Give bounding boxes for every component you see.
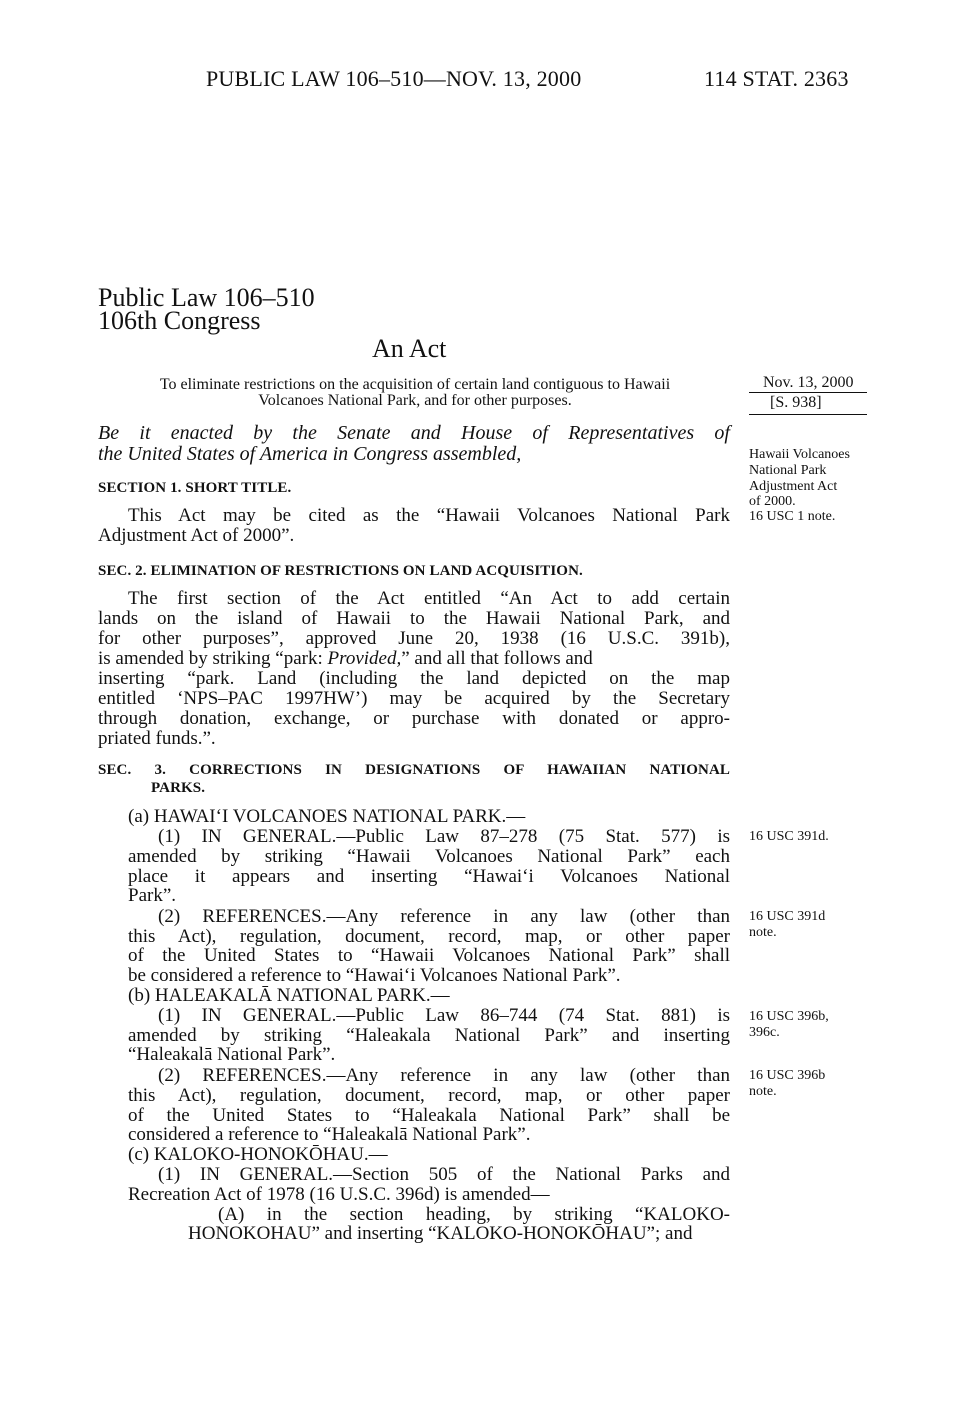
- public-law-number: Public Law 106–510: [98, 283, 315, 312]
- margin-note-short-title-5: 16 USC 1 note.: [749, 509, 836, 524]
- subsection-a2-line-4: be considered a reference to “Hawai‘i Volcanoes National Park”.: [128, 965, 621, 986]
- section-2-line-7: through donation, exchange, or purchase with donated or appro-: [98, 708, 730, 729]
- subsection-b2-line-2: this Act), regulation, document, record, map, or other paper: [128, 1085, 730, 1106]
- subsection-b1-line-1: (1) IN GENERAL.—Public Law 86–744 (74 Stat. 881) is: [158, 1005, 730, 1026]
- margin-note-short-title-1: Hawaii Volcanoes: [749, 447, 850, 462]
- subsection-cA-line-2: HONOKOHAU” and inserting “KALOKO-HONOKŌHAU”; and: [188, 1223, 693, 1244]
- section-3-heading-line-1: SEC. 3. CORRECTIONS IN DESIGNATIONS OF HAWAIIAN NATIONAL: [98, 762, 730, 778]
- act-title: An Act: [372, 334, 447, 363]
- margin-note-391d-note-2: note.: [749, 925, 777, 940]
- subsection-a1-line-4: Park”.: [128, 885, 177, 906]
- margin-note-396b-2: 396c.: [749, 1025, 780, 1040]
- subsection-c1-line-2: Recreation Act of 1978 (16 U.S.C. 396d) is amended—: [128, 1184, 550, 1205]
- subsection-a2-line-3: of the United States to “Hawaii Volcanoes National Park” shall: [128, 945, 730, 966]
- subsection-a2-line-1: (2) REFERENCES.—Any reference in any law (other than: [158, 906, 730, 927]
- purpose-line-1: To eliminate restrictions on the acquisition of certain land contiguous to Hawaii: [159, 376, 671, 393]
- bill-number: [S. 938]: [770, 394, 822, 411]
- congress-number: 106th Congress: [98, 306, 261, 335]
- margin-note-396b-note-1: 16 USC 396b: [749, 1068, 826, 1083]
- section-2-line-4-a: is amended by striking “park:: [98, 648, 328, 669]
- section-2-line-3: for other purposes”, approved June 20, 1938 (16 U.S.C. 391b),: [98, 628, 730, 649]
- section-2-line-4-c: ” and all that follows and: [401, 648, 593, 669]
- enacting-clause-line-1: Be it enacted by the Senate and House of Representatives of: [98, 422, 730, 444]
- enactment-date: Nov. 13, 2000: [763, 374, 854, 391]
- subsection-c-heading: (c) KALOKO-HONOKŌHAU.—: [128, 1144, 388, 1165]
- margin-note-396b-note-2: note.: [749, 1084, 777, 1099]
- section-2-proviso: Provided,: [327, 648, 402, 669]
- running-header-left: PUBLIC LAW 106–510—NOV. 13, 2000: [206, 66, 582, 91]
- section-2-line-8: priated funds.”.: [98, 728, 216, 749]
- section-1-line-2: Adjustment Act of 2000”.: [98, 525, 295, 546]
- subsection-b2-line-3: of the United States to “Haleakala National Park” shall be: [128, 1105, 730, 1126]
- section-2-line-5: inserting “park. Land (including the land depicted on the map: [98, 668, 730, 689]
- subsection-b1-line-2: amended by striking “Haleakala National Park” and inserting: [128, 1025, 730, 1046]
- section-2-heading: SEC. 2. ELIMINATION OF RESTRICTIONS ON LAND ACQUISITION.: [98, 563, 583, 579]
- section-1-heading: SECTION 1. SHORT TITLE.: [98, 480, 292, 496]
- date-rule-bottom: [749, 414, 867, 415]
- margin-note-391d: 16 USC 391d.: [749, 829, 829, 844]
- section-2-line-6: entitled ‘NPS–PAC 1997HW’) may be acquired by the Secretary: [98, 688, 730, 709]
- section-1-line-1: This Act may be cited as the “Hawaii Volcanoes National Park: [128, 505, 730, 526]
- margin-note-391d-note-1: 16 USC 391d: [749, 909, 826, 924]
- margin-note-396b-1: 16 USC 396b,: [749, 1009, 829, 1024]
- subsection-a1-line-1: (1) IN GENERAL.—Public Law 87–278 (75 Stat. 577) is: [158, 826, 730, 847]
- subsection-a-heading: (a) HAWAI‘I VOLCANOES NATIONAL PARK.—: [128, 806, 526, 827]
- section-3-heading-line-2: PARKS.: [151, 780, 206, 796]
- subsection-c1-line-1: (1) IN GENERAL.—Section 505 of the National Parks and: [158, 1164, 730, 1185]
- date-rule-top: [749, 392, 867, 393]
- subsection-cA-line-1: (A) in the section heading, by striking “KALOKO-: [218, 1204, 730, 1225]
- subsection-b2-line-1: (2) REFERENCES.—Any reference in any law (other than: [158, 1065, 730, 1086]
- subsection-a1-line-3: place it appears and inserting “Hawai‘i Volcanoes National: [128, 866, 730, 887]
- subsection-b1-line-3: “Haleakalā National Park”.: [128, 1044, 336, 1065]
- subsection-b2-line-4: considered a reference to “Haleakalā National Park”.: [128, 1124, 531, 1145]
- margin-note-short-title-2: National Park: [749, 463, 827, 478]
- subsection-a1-line-2: amended by striking “Hawaii Volcanoes National Park” each: [128, 846, 730, 867]
- section-2-line-1: The first section of the Act entitled “An Act to add certain: [128, 588, 730, 609]
- section-2-line-4: [98, 649, 730, 669]
- margin-note-short-title-3: Adjustment Act: [749, 479, 838, 494]
- margin-note-short-title-4: of 2000.: [749, 494, 796, 509]
- subsection-a2-line-2: this Act), regulation, document, record, map, or other paper: [128, 926, 730, 947]
- enacting-clause-line-2: the United States of America in Congress assembled,: [98, 443, 522, 465]
- purpose-line-2: Volcanoes National Park, and for other purposes.: [258, 392, 572, 409]
- running-header-right: 114 STAT. 2363: [704, 66, 849, 91]
- section-2-line-2: lands on the island of Hawaii to the Hawaii National Park, and: [98, 608, 730, 629]
- subsection-b-heading: (b) HALEAKALĀ NATIONAL PARK.—: [128, 985, 450, 1006]
